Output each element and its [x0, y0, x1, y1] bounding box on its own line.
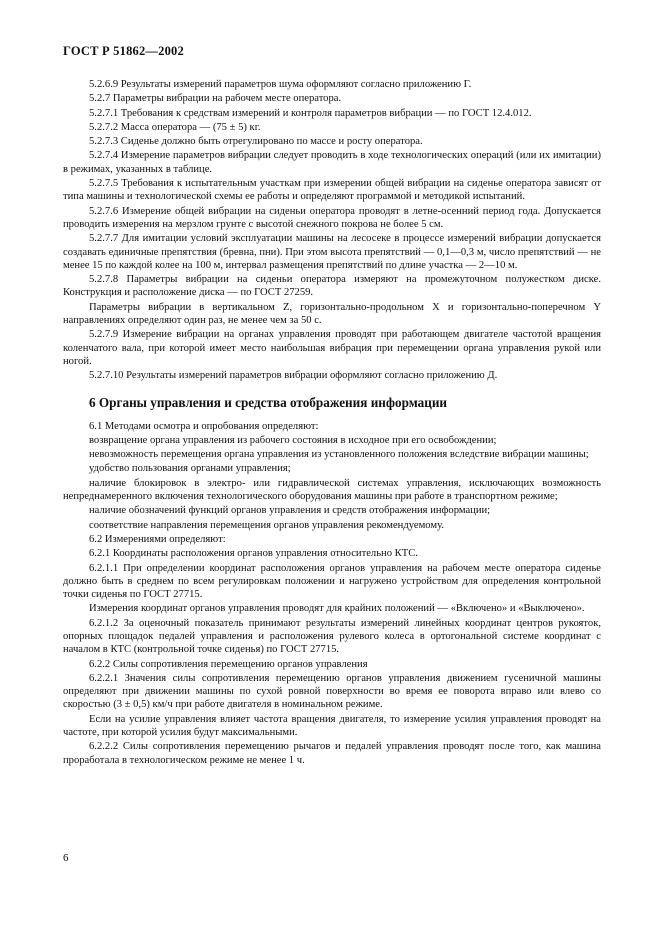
- paragraph: 5.2.7.5 Требования к испытательным участкам при измерении общей вибрации на сиденье оператора зависят от типа машины и технологической схемы ее работы и определяют программой и методикой испытаний.: [63, 178, 601, 203]
- paragraph: 5.2.7.8 Параметры вибрации на сиденьи оператора измеряют на промежуточном полужестком диске. Конструкция и расположение диска — по ГОСТ 27259.: [63, 274, 601, 299]
- paragraph: 6.2 Измерениями определяют:: [89, 533, 226, 545]
- document-header: ГОСТ Р 51862—2002: [63, 44, 184, 58]
- paragraph: соответствие направления перемещения органов управления рекомендуемому.: [89, 519, 444, 531]
- paragraph: 6.2.2.1 Значения силы сопротивления перемещению органов управления движением гусеничной машины определяют при движении машины по сухой ровной поверхности во время ее поворота вправо или влево со скоростью (3 ± 0,5) км/ч при работе двигателя в номинальном режиме.: [63, 672, 601, 711]
- page-number: 6: [63, 852, 69, 864]
- paragraph: 5.2.7.10 Результаты измерений параметров вибрации оформляют согласно приложению Д.: [89, 370, 498, 382]
- paragraph: 5.2.6.9 Результаты измерений параметров шума оформляют согласно приложению Г.: [89, 79, 472, 90]
- paragraph: 5.2.7.1 Требования к средствам измерений и контроля параметров вибрации — по ГОСТ 12.4.012.: [89, 107, 532, 119]
- paragraph: невозможность перемещения органа управления из установленного положения вследствие вибрации машины;: [89, 449, 589, 461]
- paragraph: 5.2.7.3 Сиденье должно быть отрегулировано по массе и росту оператора.: [89, 136, 423, 148]
- paragraph: 6.2.2 Силы сопротивления перемещению органов управления: [89, 658, 368, 670]
- paragraph: наличие обозначений функций органов управления и средств отображения информации;: [89, 505, 491, 517]
- paragraph: 5.2.7.2 Масса оператора — (75 ± 5) кг.: [89, 121, 261, 133]
- paragraph: 6.1 Методами осмотра и опробования определяют:: [89, 420, 319, 432]
- paragraph: наличие блокировок в электро- или гидравлической системах управления, исключающих возможность непреднамеренного включения технологического оборудования машины при работе в транспортном режиме;: [63, 477, 601, 503]
- document-body: [63, 78, 601, 768]
- paragraph: 5.2.7 Параметры вибрации на рабочем месте оператора.: [89, 93, 342, 105]
- paragraph: 6.2.1 Координаты расположения органов управления относительно КТС.: [89, 548, 418, 560]
- paragraph: 6.2.1.1 При определении координат расположения органов управления на рабочем месте оператора сиденье должно быть в среднем по всем регулировкам положении и нагружено устройством для определения контрольной точки сиденья по ГОСТ 27715.: [63, 562, 601, 601]
- paragraph: удобство пользования органами управления;: [89, 463, 291, 475]
- paragraph: Измерения координат органов управления проводят для крайних положений — «Включено» и «Выключено».: [89, 603, 585, 615]
- section-title: 6 Органы управления и средства отображения информации: [89, 394, 448, 410]
- paragraph: Параметры вибрации в вертикальном Z, горизонтально-продольном X и горизонтально-поперечном Y направлениях определяют один раз, не менее чем за 50 с.: [63, 301, 601, 327]
- paragraph: 5.2.7.9 Измерение вибрации на органах управления проводят при работающем двигателе частотой вращения коленчатого вала, при которой имеет место наибольшая вибрация при перемещении органа управления рукой или ногой.: [63, 329, 601, 367]
- paragraph: возвращение органа управления из рабочего состояния в исходное при его освобождении;: [89, 434, 497, 446]
- paragraph: Если на усилие управления влияет частота вращения двигателя, то измерение усилия управления проводят на частоте, при которой усилия будут максимальными.: [63, 713, 601, 739]
- paragraph: 5.2.7.4 Измерение параметров вибрации следует проводить в ходе технологических операций (или их имитации) в режимах, указанных в таблице.: [63, 150, 601, 175]
- paragraph: 6.2.1.2 За оценочный показатель принимают результаты измерений линейных координат центров рукояток, опорных площадок педалей управления и расположения рулевого колеса в ортогональной системе координат с началом в КТС (контрольной точке сиденья) по ГОСТ 27715.: [63, 617, 601, 656]
- paragraph: 5.2.7.6 Измерение общей вибрации на сиденьи оператора проводят в летне-осенний период года. Допускается проводить измерения на мерзлом грунте с высотой снежного покрова не более 5 см.: [63, 205, 601, 230]
- paragraph: 6.2.2.2 Силы сопротивления перемещению рычагов и педалей управления проводят после того, как машина проработала в технологическом режиме не менее 1 ч.: [63, 741, 601, 766]
- paragraph: 5.2.7.7 Для имитации условий эксплуатации машины на лесосеке в процессе измерений вибрации допускается создавать единичные препятствия (бревна, пни). При этом высота препятствий — 0,1—0,3 м, число препятствий — не менее 15 по каждой колее на 100 м, интервал размещения препятствий по длине участка — 2—10 м.: [63, 233, 601, 271]
